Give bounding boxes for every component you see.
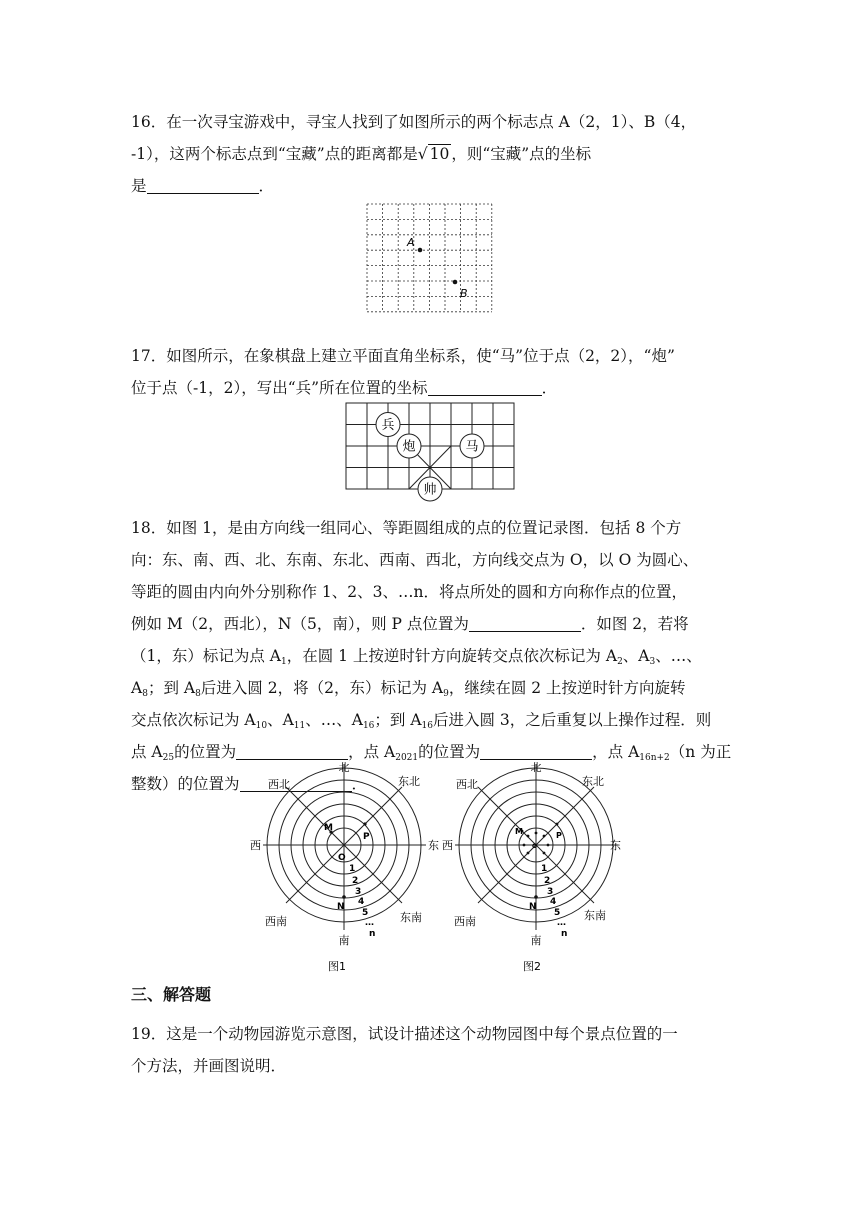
point-a-marker xyxy=(418,248,423,253)
point-n-marker xyxy=(342,895,346,899)
dir-east: 东 xyxy=(610,839,621,852)
q16-line-3 xyxy=(131,176,274,196)
piece-pao xyxy=(397,434,421,458)
ring-number-5: 5 xyxy=(554,908,561,918)
sub-3: 3 xyxy=(649,657,656,667)
a1-marker xyxy=(547,844,550,847)
sqrt-radicand: 10 xyxy=(429,145,450,163)
q18-line-8-text-d: 的位置为 xyxy=(418,743,481,761)
dir-south: 南 xyxy=(338,934,350,947)
q18-line-4 xyxy=(131,614,689,634)
q16-line-3-text-a: 是 xyxy=(131,177,147,195)
q18-line-8-text-b: 的位置为 xyxy=(174,743,237,761)
sub-16a: 16 xyxy=(362,721,375,731)
point-n-label: N xyxy=(337,902,345,912)
q18-line-7-text-d: ；到 A xyxy=(374,711,422,729)
point-p-marker xyxy=(363,822,366,825)
dir-east: 东 xyxy=(428,839,439,852)
q18-line-8-text-e: ，点 A xyxy=(592,743,640,761)
section-heading: 三、解答题 xyxy=(131,985,212,1004)
q18-line-6-text-c: 后进入圆 2，将（2，东）标记为 A xyxy=(200,679,444,697)
sub-2: 2 xyxy=(617,657,623,667)
point-n-marker xyxy=(534,895,538,899)
q18-line-6-text-a: A xyxy=(131,679,143,697)
dir-southwest: 西南 xyxy=(265,915,287,928)
q18-line-7-text-c: 、…、A xyxy=(305,711,363,729)
point-m-label: M xyxy=(324,823,333,833)
q18-line-5-text-b: ，在圆 1 上按逆时针方向旋转交点依次标记为 A xyxy=(286,647,618,665)
sub-2021: 2021 xyxy=(395,753,419,763)
q19-line-1: 19．这是一个动物园游览示意图，试设计描述这个动物园图中每个景点位置的一 xyxy=(131,1025,678,1043)
ring-number-ellipsis: … xyxy=(365,918,374,928)
sub-8b: 8 xyxy=(195,689,201,699)
q18-line-6 xyxy=(131,678,686,704)
dir-northwest: 西北 xyxy=(268,778,290,791)
sub-16n2: 16n+2 xyxy=(639,753,670,763)
q18-line-3: 等距的圆由内向外分别称作 1、2、3、…n．将点所处的圆和方向称作点的位置， xyxy=(131,583,687,601)
q18-line-5 xyxy=(131,646,702,672)
point-b-label: B xyxy=(460,287,468,300)
dir-southeast: 东南 xyxy=(400,911,422,924)
a4-marker xyxy=(527,835,530,838)
q18-line-8-text-a: 点 A xyxy=(131,743,163,761)
q18-line-7 xyxy=(131,710,711,736)
ring-number-4: 4 xyxy=(358,897,365,907)
a8-marker xyxy=(543,852,546,855)
q17-line-2-text-b: ． xyxy=(541,379,558,397)
dir-north: 北 xyxy=(530,761,542,774)
sub-25: 25 xyxy=(162,753,175,763)
q18-line-8-text-c: ，点 A xyxy=(348,743,396,761)
point-b-marker xyxy=(453,280,458,285)
ring-number-3: 3 xyxy=(355,887,362,897)
direction-figure-2 xyxy=(440,758,636,972)
ring-number-1: 1 xyxy=(349,864,356,874)
q18-line-4-text-a: 例如 M（2，西北），N（5，南），则 P 点位置为 xyxy=(131,615,469,633)
q19-line-2: 个方法，并画图说明． xyxy=(131,1057,287,1075)
point-a-label: A xyxy=(407,236,415,249)
dir-northwest: 西北 xyxy=(456,778,478,791)
answer-blank-q16[interactable] xyxy=(147,177,259,194)
figure-2-caption: 图2 xyxy=(523,960,541,973)
point-p-label: P xyxy=(556,831,562,840)
piece-pao-label: 炮 xyxy=(402,439,416,455)
q16-line-2-text-a: -1），这两个标志点到“宝藏”点的距离都是 xyxy=(131,145,418,163)
piece-shuai-label: 帅 xyxy=(423,482,437,498)
q16-line-2-text-b: ，则“宝藏”点的坐标 xyxy=(451,145,592,163)
q16-line-1: 16．在一次寻宝游戏中，寻宝人找到了如图所示的两个标志点 A（2，1）、B（4， xyxy=(131,113,697,131)
ring-number-3: 3 xyxy=(547,887,554,897)
a6-marker xyxy=(527,852,530,855)
q18-line-7-text-a: 交点依次标记为 A xyxy=(131,711,256,729)
dir-southeast: 东南 xyxy=(584,909,606,922)
origin-label: O xyxy=(338,853,346,863)
ring-number-n: n xyxy=(369,929,376,939)
figure-1-caption: 图1 xyxy=(328,960,346,973)
point-m-label: M xyxy=(515,827,523,836)
ring-number-2: 2 xyxy=(352,876,359,886)
origin-label: O xyxy=(532,843,538,850)
q18-line-7-text-e: 后进入圆 3，之后重复以上操作过程．则 xyxy=(432,711,712,729)
piece-bing-label: 兵 xyxy=(381,418,395,433)
sub-11: 11 xyxy=(293,721,306,731)
q18-line-5-text-d: 、…、 xyxy=(655,647,702,665)
q18-line-2: 向：东、南、西、北、东南、东北、西南、西北，方向线交点为 O，以 O 为圆心、 xyxy=(131,551,699,569)
point-p-label: P xyxy=(363,832,370,842)
a3-marker xyxy=(535,832,538,835)
a2-marker xyxy=(543,835,546,838)
q16-line-2 xyxy=(131,144,591,164)
dir-northeast: 东北 xyxy=(398,775,420,788)
point-p-marker xyxy=(556,823,559,826)
q18-line-9-text-a: 整数）的位置为 xyxy=(131,775,240,793)
q17-line-2 xyxy=(131,378,557,398)
piece-shuai xyxy=(418,477,442,501)
sub-8a: 8 xyxy=(142,689,148,699)
q17-line-1: 17．如图所示，在象棋盘上建立平面直角坐标系，使“马”位于点（2，2），“炮” xyxy=(131,347,675,365)
answer-blank-q17[interactable] xyxy=(428,379,542,396)
q18-line-9-text-b: ． xyxy=(351,775,368,793)
dir-south: 南 xyxy=(530,934,542,947)
q18-line-5-text-a: （1，东）标记为点 A xyxy=(131,647,281,665)
piece-ma xyxy=(460,434,484,458)
sqrt-expression: √ 10 xyxy=(417,145,450,163)
ring-number-n: n xyxy=(561,929,568,939)
q18-line-1: 18．如图 1，是由方向线一组同心、等距圆组成的点的位置记录图．包括 8 个方 xyxy=(131,519,682,537)
q18-line-6-text-b: ；到 A xyxy=(147,679,196,697)
ring-number-ellipsis: … xyxy=(557,918,566,928)
q16-line-3-text-b: ． xyxy=(258,177,275,195)
dir-west: 西 xyxy=(250,839,261,852)
q18-line-8-text-f: （n 为正 xyxy=(669,743,732,761)
dir-southwest: 西南 xyxy=(454,915,476,928)
ring-number-4: 4 xyxy=(550,897,557,907)
piece-ma-label: 马 xyxy=(465,439,479,455)
sub-9: 9 xyxy=(443,689,449,699)
chess-board-figure xyxy=(346,403,516,503)
sub-1: 1 xyxy=(280,657,287,667)
a5-marker xyxy=(523,844,526,847)
ring-number-5: 5 xyxy=(362,908,369,918)
q16-grid-figure xyxy=(367,204,493,314)
ring-number-1: 1 xyxy=(541,864,548,874)
sub-10: 10 xyxy=(255,721,268,731)
q18-line-4-text-b: ．如图 2，若将 xyxy=(580,615,689,633)
point-n-label: N xyxy=(529,902,537,912)
ring-number-2: 2 xyxy=(544,876,551,886)
q18-line-7-text-b: 、A xyxy=(267,711,294,729)
q18-line-6-text-d: ，继续在圆 2 上按逆时针方向旋转 xyxy=(448,679,686,697)
dir-northeast: 东北 xyxy=(582,775,604,788)
piece-bing xyxy=(376,413,400,437)
direction-figure-1 xyxy=(248,758,444,972)
sub-16b: 16 xyxy=(421,721,433,731)
dir-north: 北 xyxy=(338,761,350,774)
dir-west: 西 xyxy=(442,839,453,852)
q18-line-5-text-c: 、A xyxy=(622,647,650,665)
answer-blank-p-position[interactable] xyxy=(469,615,581,632)
q17-line-2-text-a: 位于点（-1，2），写出“兵”所在位置的坐标 xyxy=(131,379,428,397)
